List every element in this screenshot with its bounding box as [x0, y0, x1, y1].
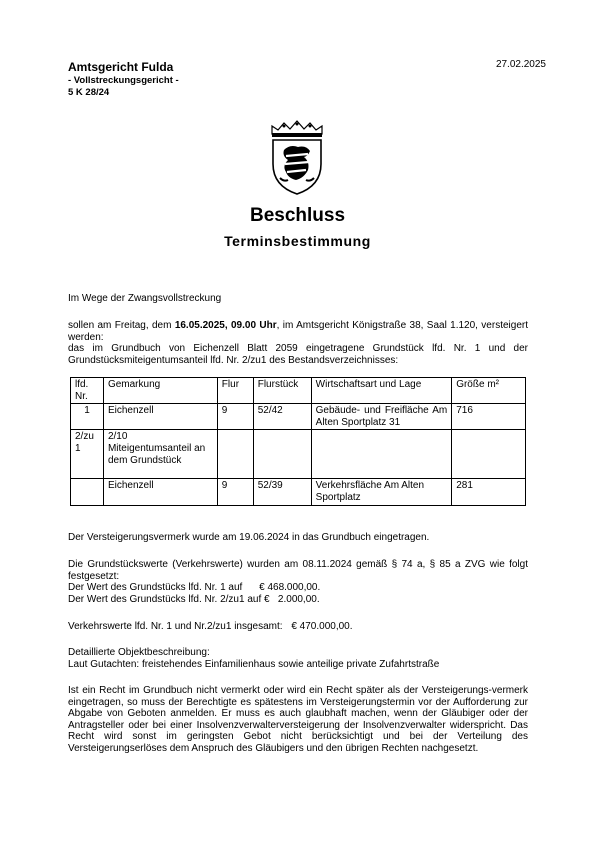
total-value-amount: € 470.000,00.	[291, 621, 353, 632]
header-lfd-nr: lfd. Nr.	[71, 378, 104, 404]
header-gemarkung: Gemarkung	[103, 378, 217, 404]
header-flurstueck: Flurstück	[253, 378, 311, 404]
cell-gemarkung: Eichenzell	[103, 479, 217, 506]
property-table	[70, 377, 526, 506]
cell-anteil: 2/10 Miteigentumsanteil an dem Grundstück	[103, 430, 217, 479]
cell-groesse: 281	[452, 479, 526, 506]
vermerk-text: Der Versteigerungsvermerk wurde am 19.06.2024 in das Grundbuch eingetragen.	[68, 532, 430, 543]
object-paragraph: das im Grundbuch von Eichenzell Blatt 2059 eingetragene Grundstück lfd. Nr. 1 und der Grundstücksmiteigentumsanteil lfd. Nr. 2/zu1 des Bestandsverzeichnisses:	[68, 343, 528, 366]
auction-date-time: 16.05.2025, 09.00 Uhr	[174, 320, 277, 331]
court-name: Amtsgericht Fulda	[68, 60, 174, 74]
cell-nr: 2/zu 1	[71, 430, 104, 479]
auction-pre: sollen am Freitag, dem	[68, 320, 175, 331]
cell-nr: 1	[71, 404, 104, 430]
document-title: Beschluss	[249, 205, 346, 226]
cell-flur: 9	[217, 404, 253, 430]
document-date: 27.02.2025	[495, 59, 546, 70]
cell-flurstueck: 52/42	[253, 404, 311, 430]
notice-paragraph: Ist ein Recht im Grundbuch nicht vermerkt oder wird ein Recht später als der Versteigerungs-vermerk eingetragen, so muss der Berechtigte es spätestens im Versteigerungstermin vor der Aufforderung zur Abgabe von Geboten anmelden. Er muss es auch glaubhaft machen, wenn der Gläubiger oder der Antragsteller oder bei einer Insolvenzverwalterversteigerung der Insolvenzverwalter widerspricht. Das Recht wird sonst im geringsten Gebot nicht berücksichtigt und bei der Verteilung des Versteigerungserlöses dem Anspruch des Gläubigers und den übrigen Rechten nachgesetzt.	[68, 685, 528, 754]
total-value-line	[68, 621, 528, 633]
table-row	[71, 479, 526, 506]
description-text: Laut Gutachten: freistehendes Einfamilienhaus sowie anteilige private Zufahrtstraße	[68, 659, 440, 670]
table-row	[71, 430, 526, 479]
document-subtitle: Terminsbestimmung	[224, 233, 371, 249]
description-heading: Detaillierte Objektbeschreibung:	[68, 647, 210, 658]
header-flur: Flur	[217, 378, 253, 404]
court-department: - Vollstreckungsgericht -	[68, 75, 179, 86]
cell-lage: Verkehrsfläche Am Alten Sportplatz	[311, 479, 452, 506]
cell-gemarkung: Eichenzell	[103, 404, 217, 430]
intro-text: Im Wege der Zwangsvollstreckung	[68, 293, 222, 304]
hessen-coat-of-arms-icon	[268, 120, 326, 196]
table-header-row	[71, 378, 526, 404]
values-intro: Die Grundstückswerte (Verkehrswerte) wurden am 08.11.2024 gemäß § 74 a, § 85 a ZVG wie folgt festgesetzt:	[68, 559, 528, 582]
auction-paragraph	[68, 320, 528, 343]
cell-flur: 9	[217, 479, 253, 506]
value-line-2	[68, 594, 528, 606]
total-value-label: Verkehrswerte lfd. Nr. 1 und Nr.2/zu1 insgesamt:	[68, 621, 283, 632]
header-wirtschaftsart: Wirtschaftsart und Lage	[311, 378, 452, 404]
table-row	[71, 404, 526, 430]
header-groesse: Größe m²	[452, 378, 526, 404]
value-line-1	[68, 582, 528, 594]
case-number: 5 K 28/24	[68, 87, 110, 98]
cell-groesse: 716	[452, 404, 526, 430]
value-line-2-amount: € 2.000,00.	[264, 594, 320, 605]
cell-flurstueck: 52/39	[253, 479, 311, 506]
value-line-1-label: Der Wert des Grundstücks lfd. Nr. 1 auf	[68, 582, 243, 593]
value-line-2-label: Der Wert des Grundstücks lfd. Nr. 2/zu1 auf	[68, 594, 262, 605]
value-line-1-amount: € 468.000,00.	[259, 582, 321, 593]
auction-post: , im Amtsgericht Königstraße 38, Saal 1.120, versteigert werden:	[68, 320, 528, 343]
cell-lage: Gebäude- und Freifläche Am Alten Sportplatz 31	[311, 404, 452, 430]
